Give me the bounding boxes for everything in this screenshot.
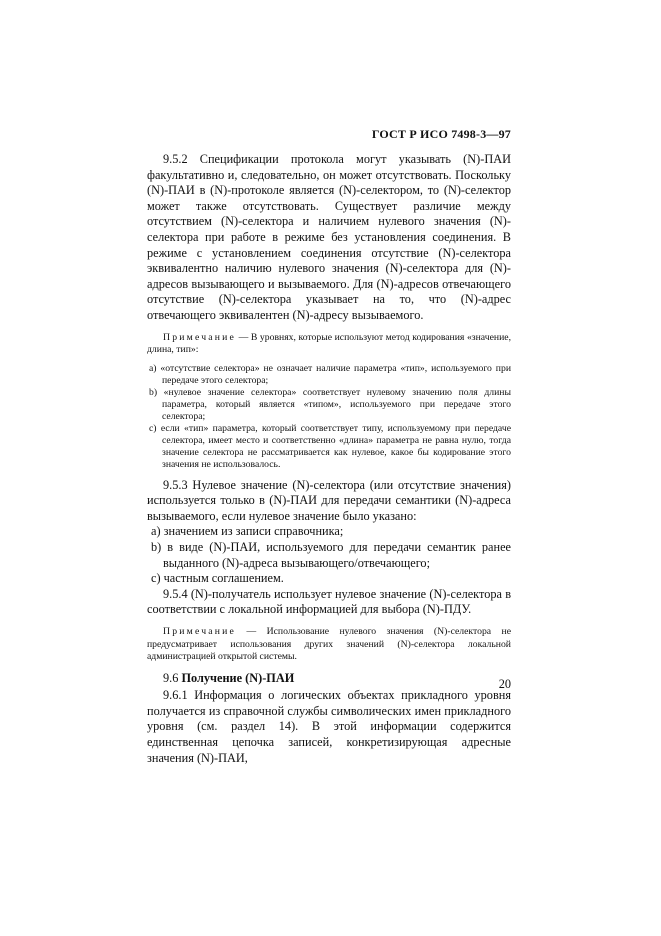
note-label: Примечание bbox=[163, 331, 237, 343]
list-item: b) в виде (N)-ПАИ, используемого для передачи семантик ранее выданного (N)-адреса вызывающего/отвечающего; bbox=[151, 539, 511, 570]
note-label: Примечание bbox=[163, 625, 237, 637]
document-body bbox=[147, 152, 511, 766]
note-1-list bbox=[147, 363, 511, 472]
section-number: 9.6 bbox=[163, 670, 179, 685]
paragraph-9-5-4: 9.5.4 (N)-получатель использует нулевое значение (N)-селектора в соответствии с локальной информацией для выбора (N)-ПДУ. bbox=[147, 586, 511, 617]
list-item: c) если «тип» параметра, который соответствует типу, используемому при передаче селектора, имеет место и соответственно «длина» параметра не равна нулю, тогда значение селектора не рассматривается как нулевое, какое бы кодирование этого значения не использовалось. bbox=[149, 423, 511, 471]
note-text: — В уровнях, которые используют метод кодирования «значение, длина, тип»: bbox=[147, 331, 511, 356]
list-item: a) «отсутствие селектора» не означает наличие параметра «тип», используемого при передаче этого селектора; bbox=[149, 362, 511, 386]
paragraph-9-6-1: 9.6.1 Информация о логических объектах прикладного уровня получается из справочной службы символических имен прикладного уровня (см. раздел 14). В этой информации содержится единственная цепочка записей, конкретизирующая адресные значения (N)-ПАИ, bbox=[147, 688, 511, 765]
section-title: Получение (N)-ПАИ bbox=[181, 670, 295, 685]
note-text: — Использование нулевого значения (N)-селектора не предусматривает использования других значений (N)-селектора локальной администрацией открытой системы. bbox=[147, 625, 511, 663]
paragraph-9-5-2: 9.5.2 Спецификации протокола могут указывать (N)-ПАИ факультативно и, следовательно, он может отсутствовать. Поскольку (N)-ПАИ в (N)-протоколе является (N)-селектором, то (N)-селектор может также отсутствовать. Существует различие между отсутствием (N)-селектора и наличием нулевого значения (N)-селектора при работе в режиме без установления соединения. В режиме с установлением соединения отсутствие (N)-селектора эквивалентно наличию нулевого значения (N)-селектора для (N)-адресов вызывающего и вызываемого. Для (N)-адресов отвечающего отсутствие (N)-селектора указывает на то, что (N)-адрес отвечающего эквивалентен (N)-адресу вызываемого. bbox=[147, 152, 511, 322]
list-item: b) «нулевое значение селектора» соответствует нулевому значению поля длины параметра, который является «типом», используемого при передаче этого селектора; bbox=[149, 386, 511, 423]
document-header: ГОСТ Р ИСО 7498-3—97 bbox=[371, 127, 511, 141]
list-item: a) значением из записи справочника; bbox=[151, 524, 344, 539]
paragraph-9-5-3-list bbox=[147, 524, 511, 586]
list-item: c) частным соглашением. bbox=[151, 571, 284, 586]
page-number: 20 bbox=[498, 677, 511, 691]
note-1 bbox=[147, 332, 511, 357]
paragraph-9-5-3: 9.5.3 Нулевое значение (N)-селектора (или отсутствие значения) используется только в (N)-ПАИ для передачи семантики (N)-адреса вызываемого, если нулевое значение было указано: bbox=[147, 477, 511, 523]
note-2 bbox=[147, 626, 511, 664]
